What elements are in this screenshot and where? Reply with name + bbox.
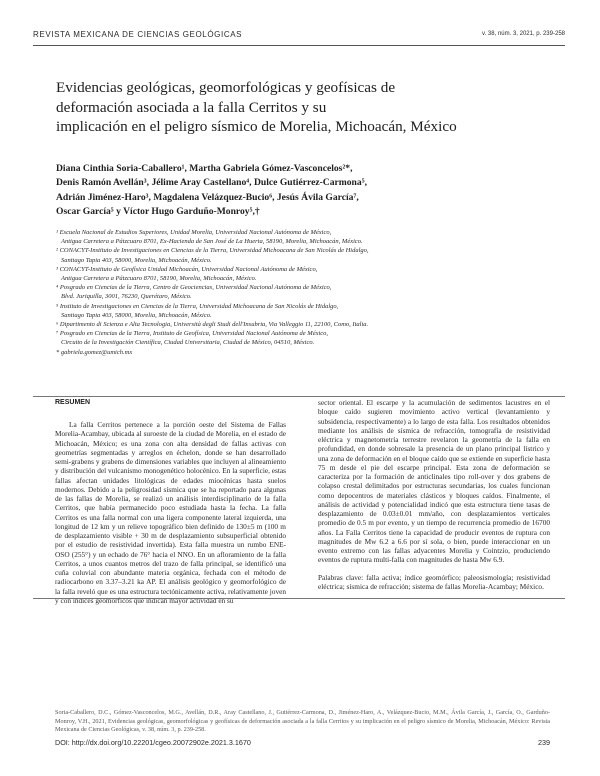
issue-info: v. 38, núm. 3, 2021, p. 239-258: [482, 31, 565, 37]
affiliation-line: ⁴ Posgrado en Ciencias de la Tierra, Centro de Geociencias, Universidad Nacional Autónoma de México,: [56, 284, 332, 292]
affiliation-line: Santiago Tapia 403, 58000, Morelia, Michoacán, México.: [61, 256, 212, 264]
abstract-bottom-rule: [33, 598, 565, 599]
corresponding-email: * gabriela.gomez@umich.mx: [56, 348, 133, 356]
running-header: [33, 30, 565, 44]
author-line: Oscar García⁵ y Víctor Hugo Garduño-Monroy⁵,†: [56, 205, 260, 217]
affiliation-line: ⁷ Posgrado en Ciencias de la Tierra, Instituto de Geofísica, Universidad Nacional Autónoma de México,: [56, 330, 329, 338]
abstract-left-column: [55, 420, 286, 605]
page-footer: [55, 738, 550, 750]
affiliation-line: Santiago Tapia 403, 58000, Morelia, Michoacán, México.: [61, 311, 212, 319]
affiliation-line: ³ CONACYT-Instituto de Geofísica Unidad Michoacán, Universidad Nacional Autónoma de México,: [56, 265, 318, 273]
author-line: Denis Ramón Avellán³, Jélime Aray Castellano⁴, Dulce Gutiérrez-Carmona⁵,: [56, 177, 367, 189]
affiliation-line: ⁵ Instituto de Investigaciones en Ciencias de la Tierra, Universidad Michoacana de San Nicolás de Hidalgo,: [56, 302, 339, 310]
abstract-paragraph-continued: sector oriental. El escarpe y la acumulación de sedimentos lacustres en el bloque caído sugieren movimiento activo vertical (levantamiento y subsidencia, respectivamente) a lo largo de esta falla. Los resultados obtenidos mediante los análisis de sísmica de refracción, tomografía de resistividad eléctrica y magnetometría terrestre revelaron la geometría de la falla en profundidad, en donde sobresale la presencia de un plano principal lístrico y una zona de deformación en el bloque caído que se extiende en superficie hasta 75 m desde el pie del escarpe principal. Esta zona de deformación se caracteriza por la formación de anticlinales tipo roll-over y dos grabens de colapso crestal delimitados por estructuras secundarias, los cuales funcionan como depocentros de materiales clásticos y bloques caídos. Finalmente, el análisis de actividad y potencialidad indicó que esta estructura tiene tasas de desplazamiento de 0.03±0.01 mm/año, con desplazamientos verticales promedio de 0.5 m por evento, y un tiempo de recurrencia promedio de 16700 años. La Falla Cerritos tiene la capacidad de producir eventos de ruptura con magnitudes de Mw 6.2 a 6.6 por sí sola, o bien, puede interaccionar en un evento extremo con las fallas adyacentes Morelia y Cointzio, produciendo eventos de ruptura multi-falla con magnitudes de hasta Mw 6.9.: [318, 398, 550, 565]
abstract-paragraph: La falla Cerritos pertenece a la porción oeste del Sistema de Fallas Morelia-Acambay, ubicada al suroeste de la ciudad de Morelia, en el estado de Michoacán, México; es una zona con alta densidad de fallas activas con geometrías segmentadas y arreglos en échelon, donde se han desarrollado semi-grabens y grabens de dimensiones variables que incluyen al alineamiento y distribución del vulcanismo monogenético holocénico. En la superficie, estas fallas afectan unidades litológicas de edades miocénicas hasta suelos modernos. Debido a la peligrosidad sísmica que se ha reportado para algunas de las fallas de Morelia, se realizó un análisis interdisciplinario de la falla Cerritos, que había permanecido poco estudiada hasta la fecha. La falla Cerritos es una falla normal con una ligera componente lateral izquierda, una longitud de 12 km y un relieve topográfico bien definido de 130±5 m (100 m de desplazamiento visible + 30 m de desplazamiento subsuperficial obtenido por el estudio de resistividad invertida). Esta falla muestra un rumbo ENE-OSO (255°) y un echado de 76° hacia el NNO. En un afloramiento de la falla Cerritos, a unos cuantos metros del trazo de falla principal, se identificó una cuña coluvial con abundante materia orgánica, fechada con el método de radiocarbono en 3.37–3.21 ka AP. El análisis geológico y geomorfológico de la falla reveló que es una estructura tectónicamente activa, relativamente joven y con índices geomórficos que indican mayor actividad en su: [55, 420, 286, 605]
affiliation-line: ⁶ Dipartimento di Scienza e Alta Tecnologia, Università degli Studi dell'Insubria, Via Valleggio 11, 22100, Como, Italia.: [56, 321, 369, 329]
doi-link[interactable]: DOI: http://dx.doi.org/10.22201/cgeo.20072902e.2021.3.1670: [55, 738, 251, 747]
author-line: Diana Cinthia Soria-Caballero¹, Martha Gabriela Gómez-Vasconcelos²*,: [56, 163, 353, 174]
article-title: [56, 78, 536, 137]
title-line: implicación en el peligro sísmico de Morelia, Michoacán, México: [56, 118, 457, 135]
citation: Soria-Caballero, D.C., Gómez-Vasconcelos, M.G., Avellán, D.R., Aray Castellano, J., Gutiérrez-Carmona, D., Jiménez-Haro, A., Velázquez-Bucio, M.M., Ávila García, J., García, O., Garduño-Monroy, V.H., 2021, Evidencias geológicas, geomorfológicas y geofísicas de deformación asociada a la falla Cerritos y su implicación en el peligro sísmico de Morelia, Michoacán, México: Revista Mexicana de Ciencias Geológicas, v. 38, núm. 3, p. 239-258.: [55, 709, 550, 734]
affiliation-list: [56, 228, 566, 357]
header-rule: [33, 45, 565, 46]
affiliation-line: Antigua Carretera a Pátzcuaro 8701, Ex-Hacienda de San José de La Huerta, 58190, Morelia, Michoacán, México.: [61, 238, 363, 246]
abstract-heading: RESUMEN: [55, 399, 91, 406]
author-list: [56, 162, 536, 219]
abstract-top-rule: [33, 396, 565, 397]
title-line: Evidencias geológicas, geomorfológicas y geofísicas de: [56, 79, 396, 96]
affiliation-line: Circuito de la Investigación Científica, Ciudad Universitaria, Ciudad de México, 04510, México.: [61, 339, 315, 347]
abstract-right-column: [318, 398, 550, 591]
affiliation-line: ¹ Escuela Nacional de Estudios Superiores, Unidad Morelia, Universidad Nacional Autónoma de México,: [56, 229, 332, 236]
affiliation-line: Antigua Carretera a Pátzcuaro 8701, 58190, Morelia, Michoacán, México.: [61, 275, 257, 283]
page-number: 239: [538, 738, 550, 747]
journal-name: REVISTA MEXICANA DE CIENCIAS GEOLÓGICAS: [33, 30, 243, 39]
keywords: Palabras clave: falla activa; índice geomórfico; paleosismología; resistividad eléctrica; sísmica de refracción; sistema de fallas Morelia-Acambay; México.: [318, 572, 550, 591]
author-line: Adrián Jiménez-Haro³, Magdalena Velázquez-Bucio⁶, Jesús Ávila García⁷,: [56, 191, 359, 203]
affiliation-line: ² CONACYT-Instituto de Investigaciones en Ciencias de la Tierra, Universidad Michoacana de San Nicolás de Hidalgo,: [56, 247, 369, 255]
affiliation-line: Blvd. Juriquilla, 3001, 76230, Querétaro, México.: [61, 293, 192, 301]
title-line: deformación asociada a la falla Cerritos y su: [56, 98, 327, 116]
